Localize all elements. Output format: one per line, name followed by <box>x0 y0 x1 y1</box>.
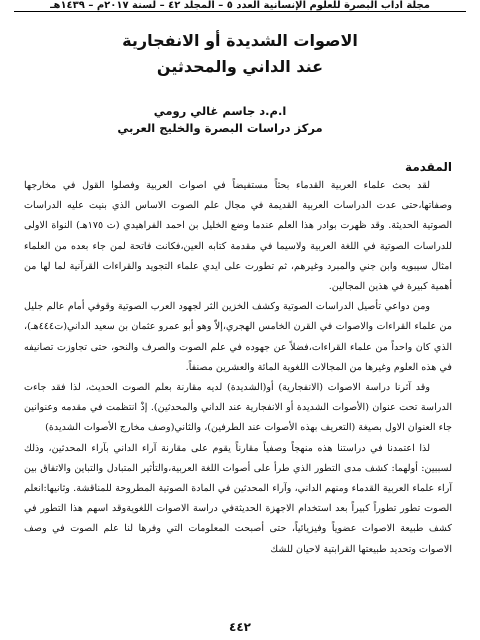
paragraph: وقد آثرنا دراسة الاصوات (الانفجارية) أو(الشديدة) لديه مقارنة بعلم الصوت الحديث، لذا فقد جاءت الدراسة تحت عنوان (الأصوات الشديدة أو الانفجارية عند الداني والمحدثين). إذْ انتظمت في مقدمه وعنوانين جاء العنوان الاول بصيغة (التعريف بهذه الأصوات عند الطرفين)، والثاني(وصف مخارج الأصوات الشديدة) <box>24 382 452 434</box>
author-affiliation: مركز دراسات البصرة والخليج العربي <box>117 121 323 135</box>
paragraph: لقد بحث علماء العربية القدماء بحثاً مستفيضاً في اصوات العربية وفصلوا القول في مخارجها وصفاتها،حتى عدت الدراسات العربية القديمة في مجال علم الصوت الاساس الذي بنيت عليه الدراسات الصوتية الحديثة. وقد ظهرت بوادر هذا العلم عندما وضع الخليل بن احمد الفراهيدي (ت ١٧٥هـ) النواة الاولى للدراسات الصوتية في اللغة العربية ولاسيما في مقدمة كتابه العين،فكانت فاتحة لمن جاء بعده من العلماء امثال سيبويه وابن جني والمبرد وغيرهم، ثم تطورت على ايدي علماء التجويد والقراءات القرآنية لما لها من أهمية كبيرة في هذين المجالين. <box>24 180 452 293</box>
title-line-1: الاصوات الشديدة أو الانفجارية <box>122 31 358 50</box>
paragraph: لذا اعتمدنا في دراستنا هذه منهجاً وصفياً مقارناً يقوم على مقارنة آراء الداني بآراء المحدثين، وذلك لسببين: أولهما: كشف مدى التطور الذي طرأ على أصوات اللغة العربية،والتأثير المتبادل والتباين والاتفاق بين آراء علماء العربية القدماء ومنهم الداني، وآراء المحدثين في المادة الصوتية المطروحة للمناقشة. وثانيها:انعلم الصوت تطور تطوراً كبيراً بعد استخدام الاجهزة الحديثةفي دراسة الاصوات اللغويةوقد اسهم هذا التطور في كشف طبيعة الاصوات عضوياً وفيزيائياً، حتى أصبحت المعلومات التي وفرها لنا علم الصوت في وصف الاصوات وتحديد طبيعتها القرابتية لاحيان للشك <box>24 442 452 555</box>
running-header: مجلة آداب البصرة للعلوم الإنسانية العدد ٥ – المجلد ٤٢ – لسنة ٢٠١٧م – ١٤٣٩هـ <box>50 0 430 11</box>
section-heading: المقدمة <box>405 160 452 174</box>
header-divider <box>14 11 466 12</box>
body-text <box>24 176 452 560</box>
title-line-2: عند الداني والمحدثين <box>156 57 324 76</box>
author-name: ا.م.د جاسم غالي رومي <box>153 104 287 118</box>
paragraph: ومن دواعي تأصيل الدراسات الصوتية وكشف الخزين الثر لجهود العرب الصوتية وقوفي أمام عالم جليل من علماء القراءات والاصوات في القرن الخامس الهجري،إلاّ وهو أبو عمرو عثمان بن سعيد الداني(ت٤٤٤هـ)، الذي كان واحداً من علماء القراءات،فضلاً عن جهوده في علم الصوت والصرف والنحو، حتى تجاوزت تصانيفه في هذه العلوم وغيرها من المجالات اللغوية المائة والعشرين مصنفاً. <box>24 301 452 373</box>
page-number: ٤٤٢ <box>229 620 251 634</box>
